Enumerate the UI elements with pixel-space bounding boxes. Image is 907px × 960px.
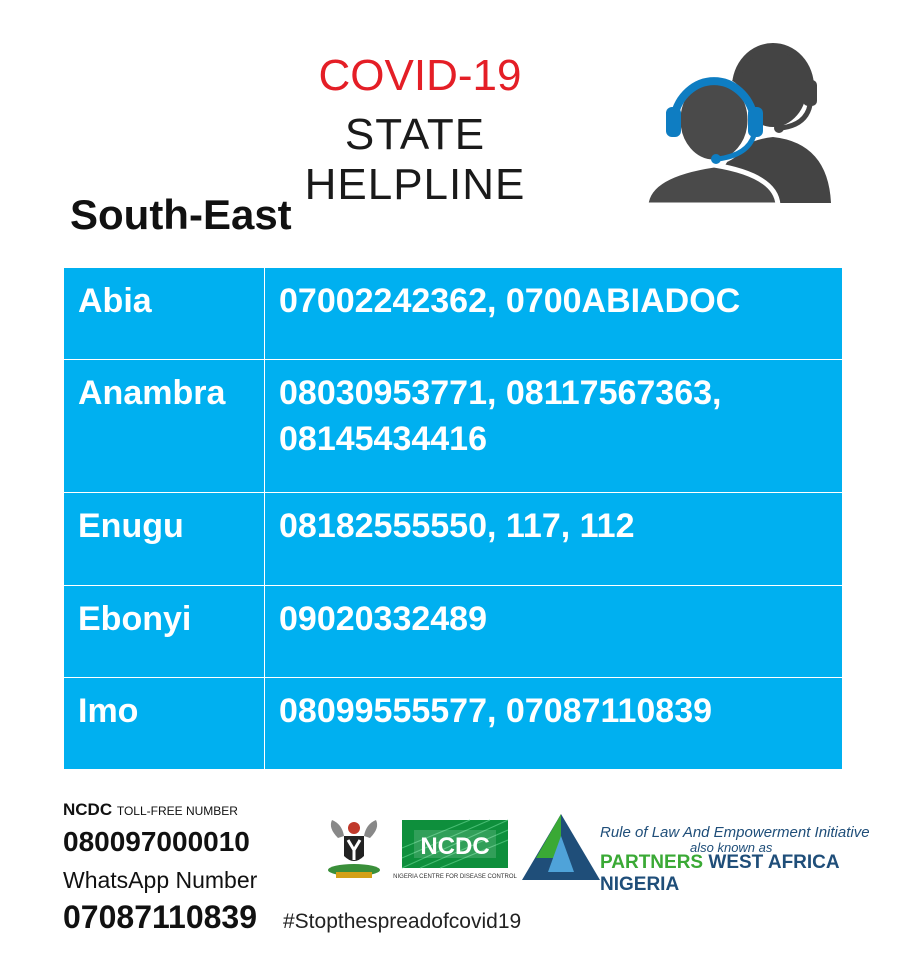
title-state-helpline: STATE HELPLINE [304,110,526,209]
phone-numbers [265,360,843,493]
ncdc-logo-text: NCDC [420,833,490,860]
phone-numbers-line1: 08182555550, 117, 112 [279,507,635,545]
phone-numbers [265,678,843,770]
toll-free-label: TOLL-FREE NUMBER [116,804,238,818]
partners-triangle-logo [520,812,602,882]
state-name: Anambra [64,360,265,493]
partner-line2: also known as [690,840,773,855]
phone-numbers-line1: 08099555577, 07087110839 [279,692,713,730]
toll-free-number: 080097000010 [63,826,250,857]
partner-line3b: WEST AFRICA NIGERIA [600,852,839,895]
title-covid: COVID-19 [318,51,522,100]
helpline-row [64,586,843,678]
phone-numbers-line1: 09020332489 [279,600,488,638]
hashtag: #Stopthespreadofcovid19 [283,910,522,933]
phone-numbers-line1: 08030953771, 08117567363, [279,374,722,412]
helpline-table [63,267,843,770]
ncdc-toll-free-label [63,800,238,820]
whatsapp-label: WhatsApp Number [63,867,258,893]
ncdc-logo-subtext: NIGERIA CENTRE FOR DISEASE CONTROL [393,874,517,880]
phone-numbers-line1: 07002242362, 0700ABIADOC [279,282,741,320]
helpline-row [64,678,843,770]
partner-line3 [600,852,907,896]
whatsapp-number: 07087110839 [63,899,257,935]
helpline-row [64,268,843,360]
phone-numbers [265,586,843,678]
helpline-row [64,360,843,493]
call-center-headset-icon [636,25,841,205]
phone-numbers-line2: 08145434416 [279,420,488,458]
ncdc-label: NCDC [63,800,113,819]
partner-line1: Rule of Law And Empowerment Initiative [600,824,870,841]
state-name: Imo [64,678,265,770]
coat-of-arms-icon [318,818,390,880]
helpline-row [64,493,843,586]
ncdc-logo [393,818,517,882]
state-name: Abia [64,268,265,360]
region-heading: South-East [70,191,292,238]
partner-line3a: PARTNERS [600,852,704,873]
state-name: Ebonyi [64,586,265,678]
phone-numbers [265,268,843,360]
phone-numbers [265,493,843,586]
state-name: Enugu [64,493,265,586]
